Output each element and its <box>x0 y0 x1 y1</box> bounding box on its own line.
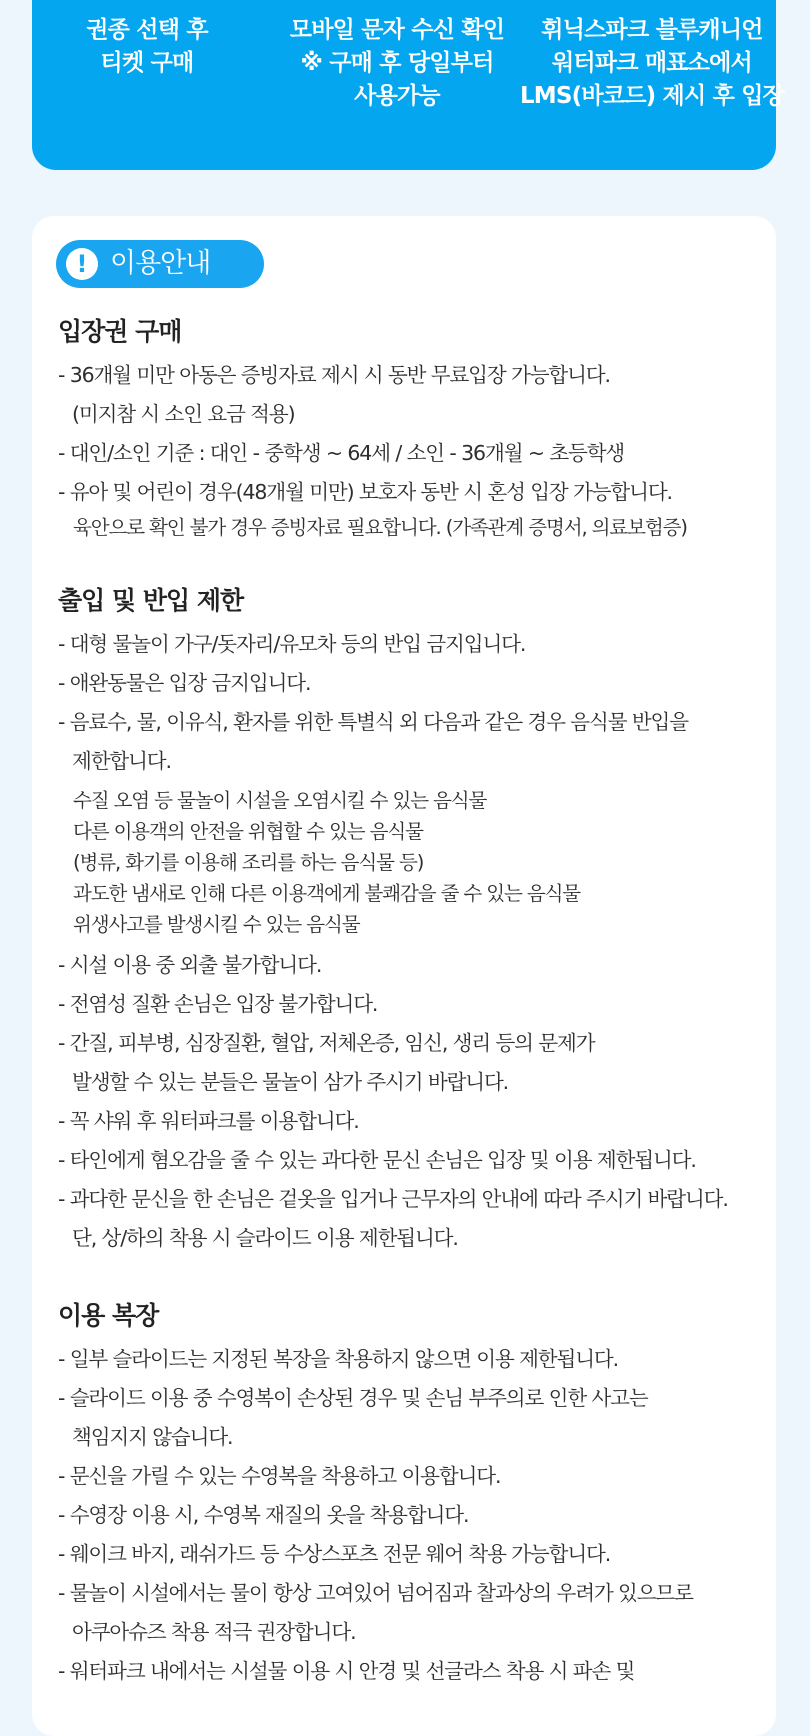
info-bullet: - 전염성 질환 손님은 입장 불가합니다. <box>58 992 378 1016</box>
info-bullet: - 음료수, 물, 이유식, 환자를 위한 특별식 외 다음과 같은 경우 음식물 반입을 <box>58 710 688 734</box>
info-bullet: - 타인에게 혐오감을 줄 수 있는 과다한 문신 손님은 입장 및 이용 제한됩니다. <box>58 1148 696 1172</box>
info-bullet: - 시설 이용 중 외출 불가합니다. <box>58 953 322 977</box>
info-bullet-continuation: 제한합니다. <box>72 749 171 773</box>
info-bullet-note: 육안으로 확인 불가 경우 증빙자료 필요합니다. (가족관계 증명서, 의료보험증) <box>73 516 687 539</box>
exclamation-icon: ! <box>66 248 98 280</box>
info-section <box>58 314 758 543</box>
step-3 <box>502 14 802 113</box>
info-bullet-continuation: 아쿠아슈즈 착용 적극 권장합니다. <box>72 1620 356 1644</box>
info-bullet: - 꼭 샤워 후 워터파크를 이용합니다. <box>58 1109 359 1133</box>
restricted-food-item: 다른 이용객의 안전을 위협할 수 있는 음식물 <box>73 820 423 843</box>
usage-info-card <box>32 216 776 1736</box>
usage-info-badge <box>56 240 264 288</box>
step-2-line-1: 모바일 문자 수신 확인 <box>289 17 505 43</box>
usage-info-title: 이용안내 <box>110 248 211 279</box>
section-title: 출입 및 반입 제한 <box>58 586 244 615</box>
section-title: 입장권 구매 <box>58 317 182 346</box>
info-section <box>58 583 758 1258</box>
info-bullet: - 대형 물놀이 가구/돗자리/유모차 등의 반입 금지입니다. <box>58 632 526 656</box>
info-bullet: - 문신을 가릴 수 있는 수영복을 착용하고 이용합니다. <box>58 1464 501 1488</box>
info-bullet: - 과다한 문신을 한 손님은 겉옷을 입거나 근무자의 안내에 따라 주시기 바랍니다. <box>58 1187 728 1211</box>
step-1-line-2: 티켓 구매 <box>100 50 194 76</box>
restricted-food-item: (병류, 화기를 이용해 조리를 하는 음식물 등) <box>73 851 424 874</box>
usage-info-content <box>58 314 758 1731</box>
step-2-line-3: 사용가능 <box>354 83 440 109</box>
info-bullet: - 워터파크 내에서는 시설물 이용 시 안경 및 선글라스 착용 시 파손 및 <box>58 1659 635 1683</box>
info-section <box>58 1298 758 1691</box>
step-3-line-2: 워터파크 매표소에서 <box>552 50 752 76</box>
info-bullet: - 유아 및 어린이 경우(48개월 미만) 보호자 동반 시 혼성 입장 가능합니다. <box>58 480 672 504</box>
step-3-line-1: 휘닉스파크 블루캐니언 <box>541 17 763 43</box>
info-bullet: - 36개월 미만 아동은 증빙자료 제시 시 동반 무료입장 가능합니다. <box>58 363 610 387</box>
step-2-line-2: ※ 구매 후 당일부터 <box>300 50 494 76</box>
info-bullet: - 간질, 피부병, 심장질환, 혈압, 저체온증, 임신, 생리 등의 문제가 <box>58 1031 595 1055</box>
step-2 <box>272 14 522 113</box>
section-title: 이용 복장 <box>58 1301 159 1330</box>
info-bullet-continuation: 책임지지 않습니다. <box>72 1425 233 1449</box>
info-bullet: - 수영장 이용 시, 수영복 재질의 옷을 착용합니다. <box>58 1503 469 1527</box>
info-bullet-continuation: 발생할 수 있는 분들은 물놀이 삼가 주시기 바랍니다. <box>72 1070 509 1094</box>
purchase-steps-banner <box>32 0 785 170</box>
info-bullet: - 대인/소인 기준 : 대인 - 중학생 ~ 64세 / 소인 - 36개월 ~ 초등학생 <box>58 441 625 465</box>
restricted-food-item: 수질 오염 등 물놀이 시설을 오염시킬 수 있는 음식물 <box>73 789 487 812</box>
info-bullet: - 일부 슬라이드는 지정된 복장을 착용하지 않으면 이용 제한됩니다. <box>58 1347 619 1371</box>
info-bullet: - 물놀이 시설에서는 물이 항상 고여있어 넘어짐과 찰과상의 우려가 있으므로 <box>58 1581 693 1605</box>
restricted-food-list <box>58 781 758 946</box>
info-bullet-continuation: 단, 상/하의 착용 시 슬라이드 이용 제한됩니다. <box>72 1226 458 1250</box>
step-1-line-1: 권종 선택 후 <box>86 17 208 43</box>
restricted-food-item: 위생사고를 발생시킬 수 있는 음식물 <box>73 913 360 936</box>
restricted-food-item: 과도한 냄새로 인해 다른 이용객에게 불쾌감을 줄 수 있는 음식물 <box>73 882 581 905</box>
info-bullet-continuation: (미지참 시 소인 요금 적용) <box>72 402 295 426</box>
info-bullet: - 애완동물은 입장 금지입니다. <box>58 671 311 695</box>
step-1 <box>32 14 262 80</box>
info-bullet: - 슬라이드 이용 중 수영복이 손상된 경우 및 손님 부주의로 인한 사고는 <box>58 1386 648 1410</box>
step-3-line-3: LMS(바코드) 제시 후 입장 <box>519 83 785 109</box>
info-bullet: - 웨이크 바지, 래쉬가드 등 수상스포츠 전문 웨어 착용 가능합니다. <box>58 1542 611 1566</box>
